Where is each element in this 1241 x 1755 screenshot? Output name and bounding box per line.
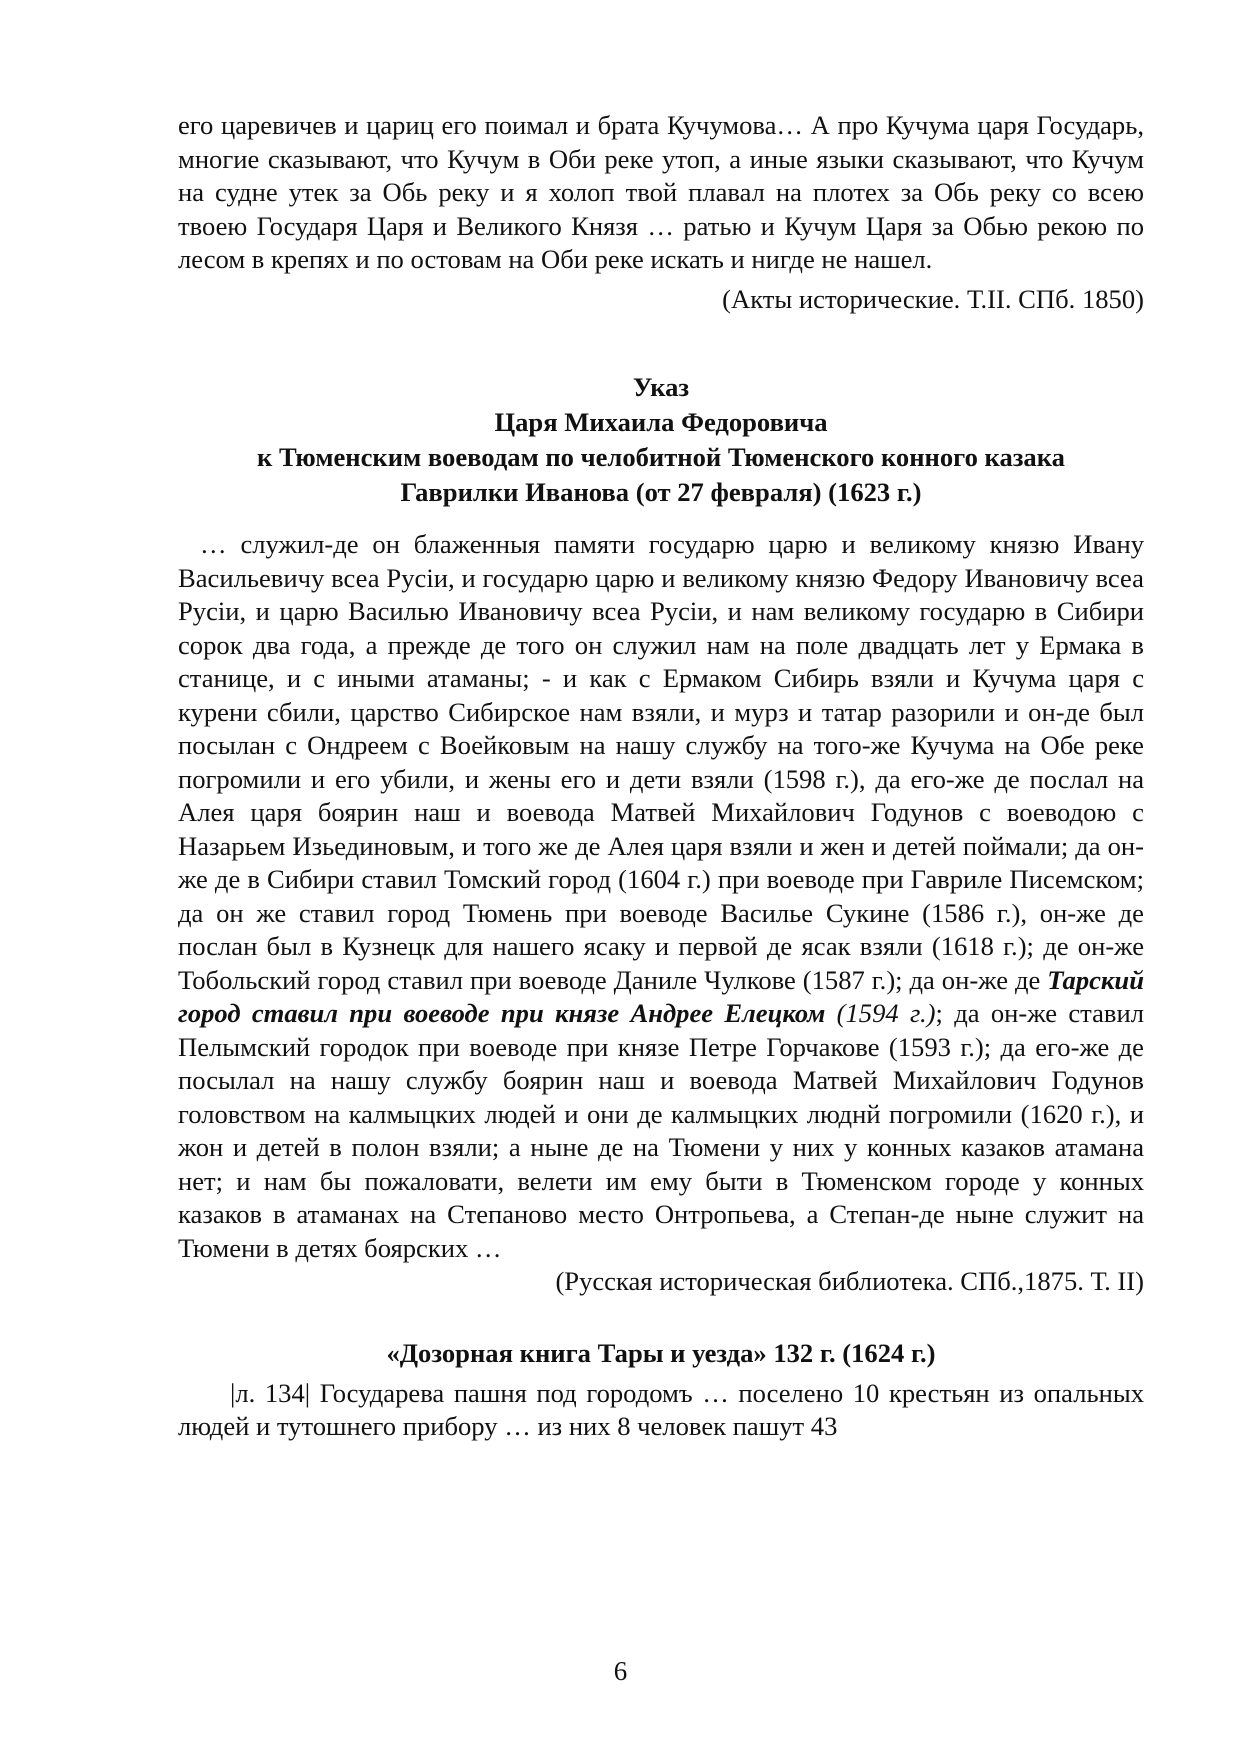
- source-citation-rib: (Русская историческая библиотека. СПб.,1875. Т. II): [555, 1266, 1144, 1296]
- source-citation-akty: (Акты исторические. Т.II. СПб. 1850): [722, 283, 1144, 314]
- document-page: [178, 110, 1144, 1444]
- excerpt-paragraph-kuchum: его царевичев и цариц его поимал и брата Кучумова… А про Кучума царя Государь, многие сказывают, что Кучум в Оби реке утоп, а иные языки сказывают, что Кучум на судне утек за Обь реку и я холоп твой плавал на плотех за Обь реку со всею твоею Государя Царя и Великого Князя … ратью и Кучум Царя за Обью рекою по лесом в крепях и по остовам на Оби реке искать и нигде не нашел.: [178, 110, 1144, 274]
- dozornaya-kniga-heading: «Дозорная книга Тары и уезда» 132 г. (1624 г.): [386, 1337, 936, 1368]
- ukaz-text-italic: (1594 г.): [825, 998, 936, 1028]
- heading-line-ukaz: Указ: [632, 372, 690, 402]
- ukaz-text-before: … служил-де он блаженныя памяти государю царю и великому князю Ивану Васильевичу всеа Русiи, и государю царю и великому князю Федору Ивановичу всеа Русiи, и царю Василью Ивановичу всеа Русiи, и нам великому государю в Сибири сорок два года, а прежде де того он служил нам на поле двадцать лет у Ермака в станице, и с иными атаманы; - и как с Ермаком Сибирь взяли и Кучума царя с курени сбили, царство Сибирское нам взяли, и мурз и татар разорили и он-де был посылан с Ондреем с Воейковым на нашу службу на того-же Кучума на Обе реке погромили и его убили, и жены его и дети взяли (1598 г.), да его-же де послал на Алея царя боярин наш и воевода Матвей Михайлович Годунов с воеводою с Назарьем Изьединовым, и того же де Алея царя взяли и жен и детей поймали; да он-же де в Сибири ставил Томский город (1604 г.) при воеводе при Гавриле Писемском; да он же ставил город Тюмень при воеводе Василье Сукине (1586 г.), он-же де послан был в Кузнецк для нашего ясаку и первой де ясак взяли (1618 г.); де он-же Тобольский город ставил при воеводе Даниле Чулкове (1587 г.); да он-же де: [178, 529, 1144, 995]
- ukaz-text-after: ; да он-же ставил Пелымский городок при воеводе при князе Петре Горчакове (1593 г.); да его-же де посылал на нашу службу боярин наш и воевода Матвей Михайлович Годунов головством на калмыцких людей и они де калмыцких люднй погромили (1620 г.), и жон и детей в полон взяли; а ныне де на Тюмени у них у конных казаков атамана нет; и нам бы пожаловати, велети им ему быти в Тюменском городе у конных казаков в атаманах на Степаново место Онтропьева, а Степан-де ныне служит на Тюмени в детях боярских …: [178, 998, 1144, 1263]
- ukaz-body-paragraph: [178, 528, 1144, 1265]
- ukaz-text-bold-italic: Тарский город ставил при воеводе при князе Андрее Елецком: [178, 964, 1144, 1028]
- heading-line-addressees: к Тюменским воеводам по челобитной Тюменского конного казака: [257, 442, 1065, 472]
- ukaz-heading: [178, 370, 1144, 510]
- heading-line-tsar: Царя Михаила Федоровича: [494, 407, 828, 437]
- page-number: 6: [613, 1656, 628, 1686]
- dozornaya-kniga-paragraph: |л. 134| Государева пашня под городомъ … поселено 10 крестьян из опальных людей и тутошнего прибору … из них 8 человек пашут 43: [178, 1377, 1144, 1441]
- heading-line-petitioner: Гаврилки Иванова (от 27 февраля) (1623 г.): [400, 477, 922, 507]
